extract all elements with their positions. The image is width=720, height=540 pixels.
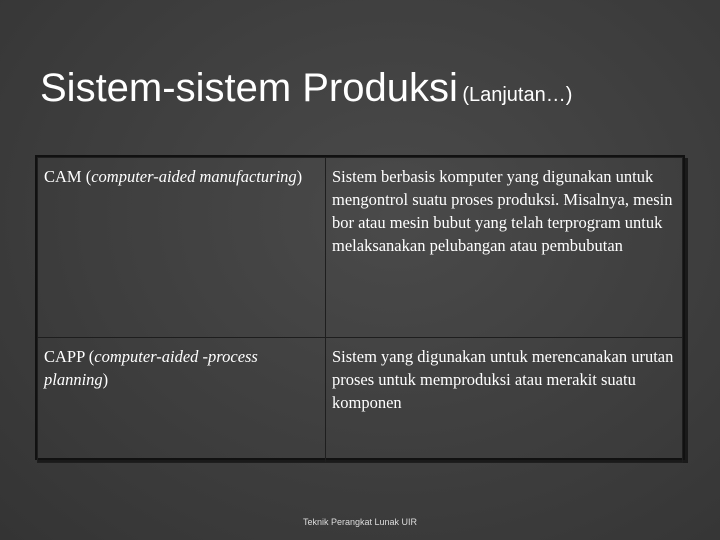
table-row xyxy=(38,338,683,463)
term-abbr: CAM ( xyxy=(44,167,92,186)
term-cell xyxy=(38,158,326,338)
title-main: Sistem-sistem Produksi xyxy=(40,66,458,110)
table xyxy=(37,157,683,463)
term-close: ) xyxy=(102,370,109,389)
title-subtitle: (Lanjutan…) xyxy=(462,84,573,106)
term-abbr: CAPP ( xyxy=(44,347,95,366)
term-close: ) xyxy=(296,167,303,186)
term-italic: computer-aided -process planning xyxy=(44,347,258,389)
footer-text: Teknik Perangkat Lunak UIR xyxy=(302,517,418,527)
term-cell xyxy=(38,338,326,463)
description-cell: Sistem berbasis komputer yang digunakan untuk mengontrol suatu proses produksi. Misalnya, mesin bor atau mesin bubut yang telah terprogram untuk melaksanakan pelubangan atau pembubutan xyxy=(326,158,683,338)
term-italic: computer-aided manufacturing xyxy=(91,167,297,186)
definitions-table xyxy=(35,155,685,460)
description-cell: Sistem yang digunakan untuk merencanakan urutan proses untuk memproduksi atau merakit suatu komponen xyxy=(326,338,683,463)
slide-title xyxy=(40,66,572,111)
table-row xyxy=(38,158,683,338)
